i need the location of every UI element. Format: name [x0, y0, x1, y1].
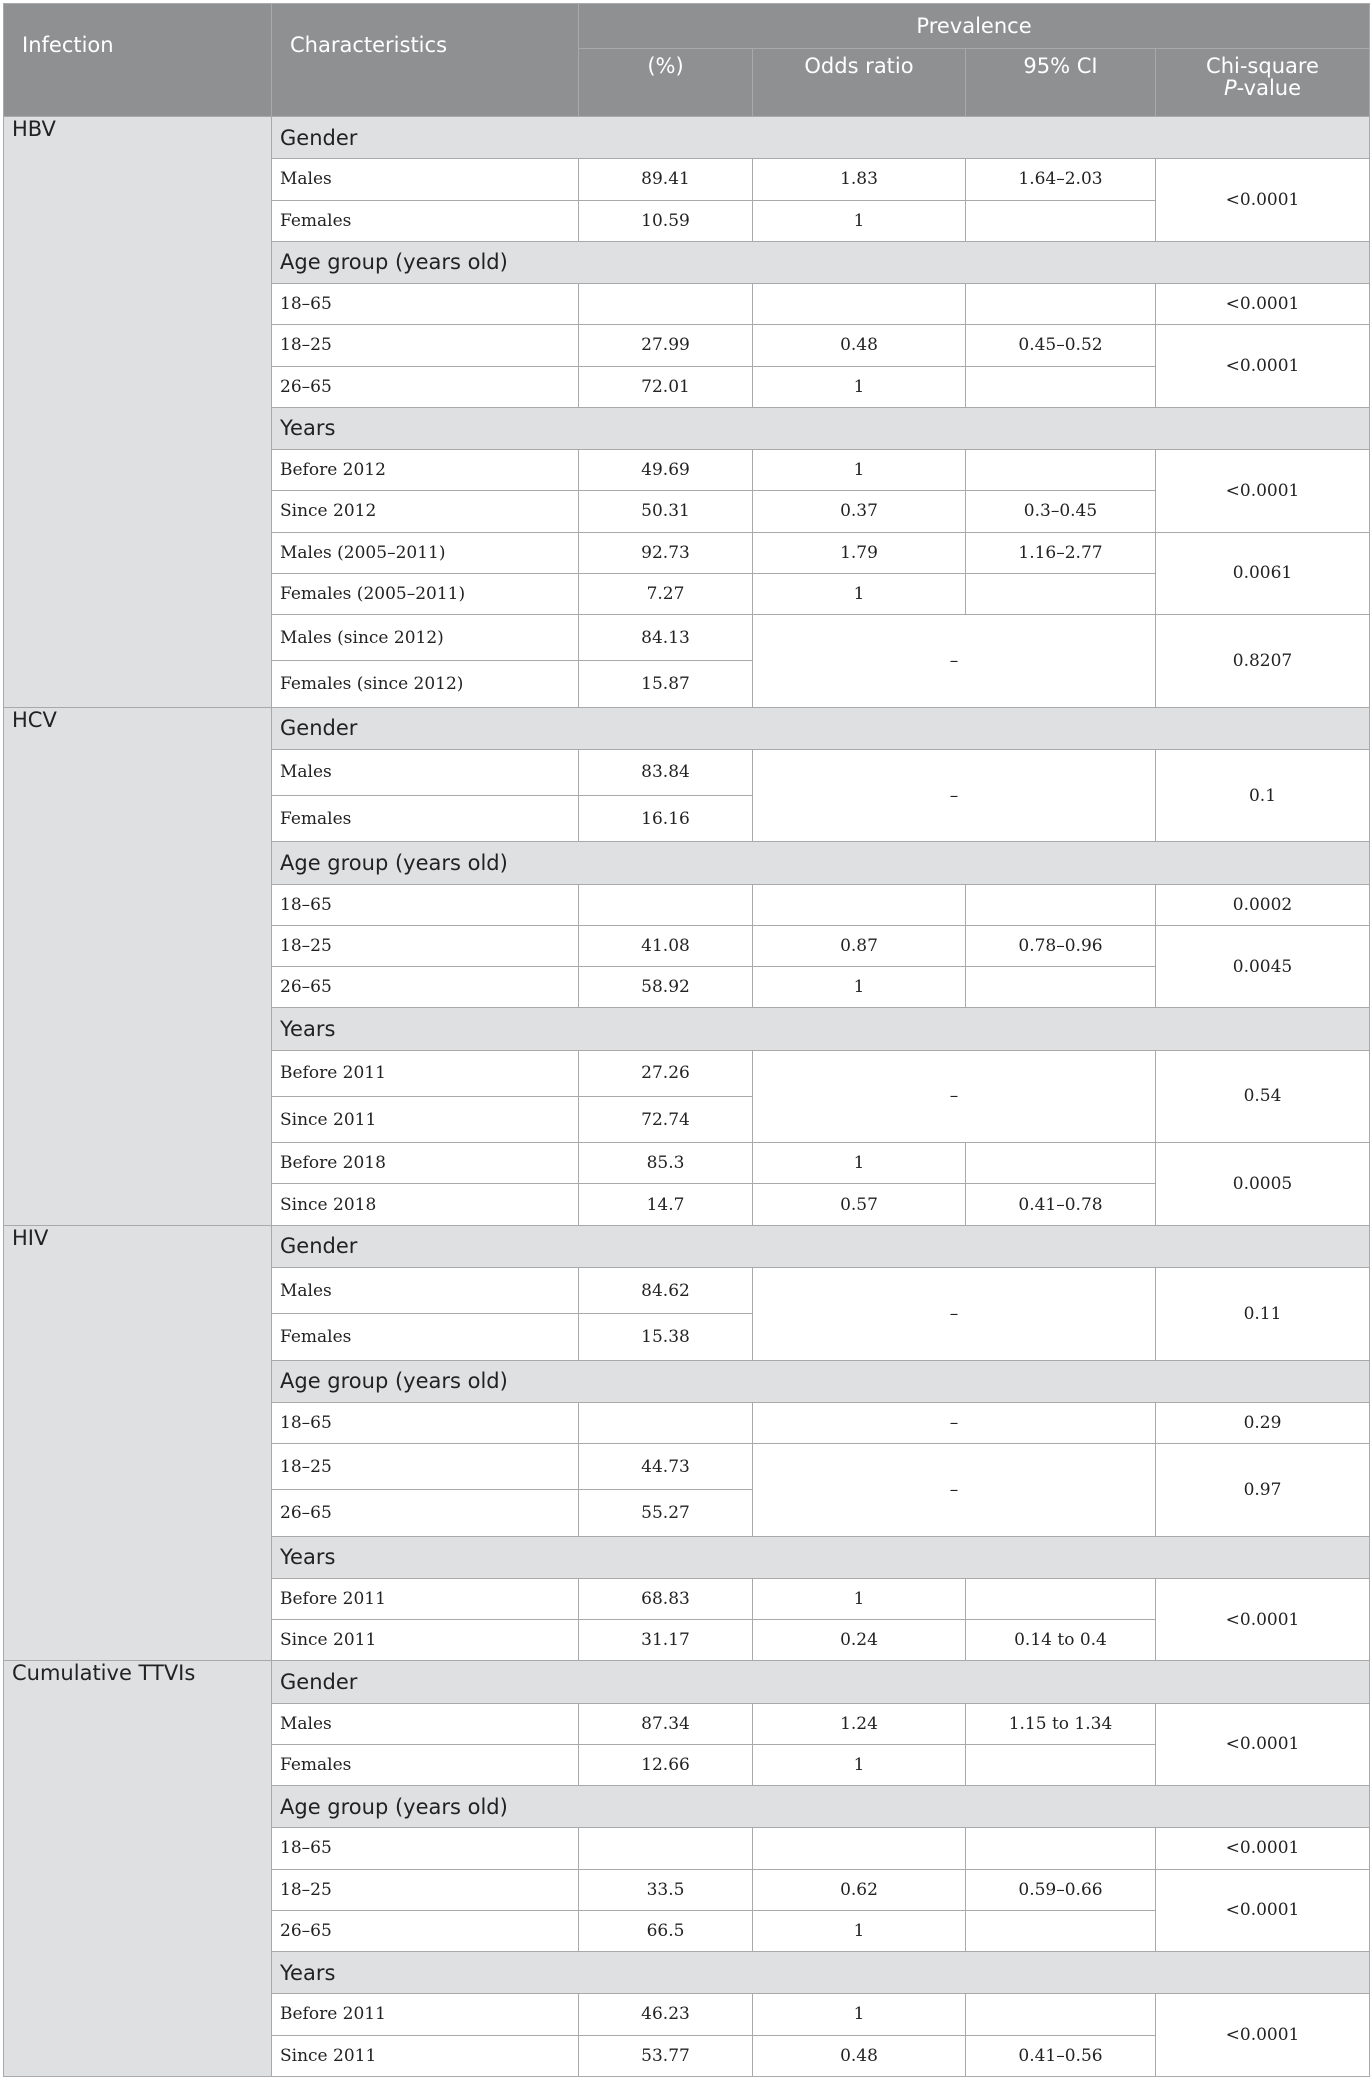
characteristic-label: Since 2018 [272, 1184, 579, 1225]
section-title: Gender [272, 707, 1370, 749]
section-title: Gender [272, 117, 1370, 159]
header-odds-ratio: Odds ratio [753, 49, 966, 117]
odds-ratio-cell: 1 [753, 1910, 966, 1951]
dash-cell: – [753, 1050, 1156, 1143]
odds-ratio-cell: 0.37 [753, 491, 966, 532]
header-prevalence: Prevalence [579, 4, 1370, 49]
section-title: Years [272, 1536, 1370, 1578]
percent-cell: 68.83 [579, 1578, 753, 1619]
section-title: Age group (years old) [272, 1360, 1370, 1402]
odds-ratio-cell [753, 884, 966, 925]
percent-cell: 89.41 [579, 159, 753, 200]
p-value-cell: <0.0001 [1156, 284, 1370, 325]
percent-cell: 87.34 [579, 1703, 753, 1744]
odds-ratio-cell: 0.24 [753, 1620, 966, 1661]
dash-cell: – [753, 615, 1156, 708]
prevalence-table [3, 3, 1370, 2077]
section-row [4, 1661, 1370, 1703]
odds-ratio-cell: 0.87 [753, 925, 966, 966]
ci-cell [966, 284, 1156, 325]
percent-cell: 10.59 [579, 200, 753, 241]
characteristic-label: Since 2011 [272, 1096, 579, 1142]
odds-ratio-cell: 1 [753, 1143, 966, 1184]
characteristic-label: Before 2011 [272, 1578, 579, 1619]
characteristic-label: Since 2011 [272, 2035, 579, 2076]
p-value-cell: 0.0045 [1156, 925, 1370, 1008]
p-value-cell: 0.0061 [1156, 532, 1370, 615]
characteristic-label: 26–65 [272, 967, 579, 1008]
ci-cell: 0.3–0.45 [966, 491, 1156, 532]
characteristic-label: Males (2005–2011) [272, 532, 579, 573]
odds-ratio-cell: 1 [753, 967, 966, 1008]
percent-cell: 85.3 [579, 1143, 753, 1184]
p-value-cell: <0.0001 [1156, 325, 1370, 408]
characteristic-label: 18–25 [272, 925, 579, 966]
odds-ratio-cell: 1 [753, 450, 966, 491]
percent-cell: 50.31 [579, 491, 753, 532]
characteristic-label: Females (2005–2011) [272, 573, 579, 614]
percent-cell: 12.66 [579, 1744, 753, 1785]
section-title: Age group (years old) [272, 241, 1370, 283]
ci-cell: 0.14 to 0.4 [966, 1620, 1156, 1661]
ci-cell: 0.78–0.96 [966, 925, 1156, 966]
table-body [4, 117, 1370, 2077]
p-value-cell: 0.54 [1156, 1050, 1370, 1143]
ci-cell [966, 1994, 1156, 2035]
p-value-cell: 0.97 [1156, 1444, 1370, 1537]
ci-cell [966, 1578, 1156, 1619]
p-value-cell: <0.0001 [1156, 1703, 1370, 1786]
characteristic-label: 18–25 [272, 1444, 579, 1490]
odds-ratio-cell: 1 [753, 366, 966, 407]
characteristic-label: 18–65 [272, 1402, 579, 1443]
ci-cell: 0.45–0.52 [966, 325, 1156, 366]
percent-cell: 27.26 [579, 1050, 753, 1096]
odds-ratio-cell: 0.48 [753, 2035, 966, 2076]
characteristic-label: Males [272, 1703, 579, 1744]
ci-cell: 1.15 to 1.34 [966, 1703, 1156, 1744]
odds-ratio-cell: 1.79 [753, 532, 966, 573]
infection-name: HBV [4, 117, 272, 708]
characteristic-label: Females [272, 1314, 579, 1360]
ci-cell [966, 1910, 1156, 1951]
p-value-cell: <0.0001 [1156, 1578, 1370, 1661]
odds-ratio-cell: 1 [753, 1744, 966, 1785]
characteristic-label: Females [272, 796, 579, 842]
ci-cell [966, 1143, 1156, 1184]
ci-cell [966, 573, 1156, 614]
ci-cell: 0.59–0.66 [966, 1869, 1156, 1910]
percent-cell: 84.62 [579, 1267, 753, 1313]
ci-cell [966, 200, 1156, 241]
percent-cell [579, 284, 753, 325]
header-ci: 95% CI [966, 49, 1156, 117]
p-value-cell: 0.8207 [1156, 615, 1370, 708]
p-value-cell: 0.11 [1156, 1267, 1370, 1360]
section-row [4, 117, 1370, 159]
characteristic-label: Before 2018 [272, 1143, 579, 1184]
percent-cell: 58.92 [579, 967, 753, 1008]
ci-cell [966, 1744, 1156, 1785]
percent-cell: 72.74 [579, 1096, 753, 1142]
p-value-cell: <0.0001 [1156, 159, 1370, 242]
ci-cell [966, 967, 1156, 1008]
header-chi-square-label: Chi-square [1206, 54, 1319, 78]
characteristic-label: Before 2011 [272, 1050, 579, 1096]
percent-cell: 41.08 [579, 925, 753, 966]
ci-cell: 0.41–0.78 [966, 1184, 1156, 1225]
p-value-cell: 0.1 [1156, 749, 1370, 842]
percent-cell: 49.69 [579, 450, 753, 491]
section-title: Years [272, 407, 1370, 449]
percent-cell: 33.5 [579, 1869, 753, 1910]
odds-ratio-cell: 1 [753, 1994, 966, 2035]
p-value-cell: <0.0001 [1156, 450, 1370, 533]
odds-ratio-cell [753, 1828, 966, 1869]
characteristic-label: 18–65 [272, 1828, 579, 1869]
characteristic-label: Males (since 2012) [272, 615, 579, 661]
characteristic-label: 26–65 [272, 1910, 579, 1951]
dash-cell: – [753, 1267, 1156, 1360]
percent-cell: 83.84 [579, 749, 753, 795]
dash-cell: – [753, 1402, 1156, 1443]
infection-name: Cumulative TTVIs [4, 1661, 272, 2077]
section-title: Age group (years old) [272, 842, 1370, 884]
p-value-cell: 0.0002 [1156, 884, 1370, 925]
percent-cell: 92.73 [579, 532, 753, 573]
odds-ratio-cell: 1 [753, 573, 966, 614]
characteristic-label: Females [272, 1744, 579, 1785]
ci-cell: 1.16–2.77 [966, 532, 1156, 573]
characteristic-label: 18–65 [272, 884, 579, 925]
characteristic-label: Females (since 2012) [272, 661, 579, 707]
percent-cell: 44.73 [579, 1444, 753, 1490]
p-value-cell: 0.29 [1156, 1402, 1370, 1443]
section-row [4, 1225, 1370, 1267]
percent-cell: 15.38 [579, 1314, 753, 1360]
section-title: Years [272, 1008, 1370, 1050]
header-p-italic: P [1223, 76, 1237, 101]
characteristic-label: Since 2012 [272, 491, 579, 532]
characteristic-label: 18–25 [272, 325, 579, 366]
dash-cell: – [753, 749, 1156, 842]
characteristic-label: 26–65 [272, 1490, 579, 1536]
characteristic-label: Females [272, 200, 579, 241]
percent-cell: 84.13 [579, 615, 753, 661]
section-title: Gender [272, 1661, 1370, 1703]
percent-cell: 72.01 [579, 366, 753, 407]
percent-cell [579, 884, 753, 925]
characteristic-label: Before 2011 [272, 1994, 579, 2035]
characteristic-label: Males [272, 159, 579, 200]
p-value-cell: <0.0001 [1156, 1828, 1370, 1869]
characteristic-label: 18–65 [272, 284, 579, 325]
characteristic-label: Males [272, 749, 579, 795]
percent-cell: 46.23 [579, 1994, 753, 2035]
ci-cell: 1.64–2.03 [966, 159, 1156, 200]
characteristic-label: Since 2011 [272, 1620, 579, 1661]
ci-cell [966, 884, 1156, 925]
section-title: Years [272, 1952, 1370, 1994]
ci-cell [966, 366, 1156, 407]
header-p-value-suffix: -value [1236, 76, 1302, 101]
ci-cell [966, 1828, 1156, 1869]
section-title: Age group (years old) [272, 1786, 1370, 1828]
percent-cell: 53.77 [579, 2035, 753, 2076]
percent-cell: 7.27 [579, 573, 753, 614]
section-row [4, 707, 1370, 749]
percent-cell: 31.17 [579, 1620, 753, 1661]
odds-ratio-cell: 1 [753, 1578, 966, 1619]
percent-cell [579, 1828, 753, 1869]
infection-name: HCV [4, 707, 272, 1225]
odds-ratio-cell: 0.48 [753, 325, 966, 366]
characteristic-label: 18–25 [272, 1869, 579, 1910]
percent-cell: 66.5 [579, 1910, 753, 1951]
odds-ratio-cell: 0.57 [753, 1184, 966, 1225]
header-characteristics: Characteristics [272, 4, 579, 117]
header-chi-square [1156, 49, 1370, 117]
characteristic-label: Before 2012 [272, 450, 579, 491]
odds-ratio-cell [753, 284, 966, 325]
characteristic-label: 26–65 [272, 366, 579, 407]
dash-cell: – [753, 1444, 1156, 1537]
percent-cell: 14.7 [579, 1184, 753, 1225]
ci-cell: 0.41–0.56 [966, 2035, 1156, 2076]
p-value-cell: 0.0005 [1156, 1143, 1370, 1226]
infection-name: HIV [4, 1225, 272, 1661]
p-value-cell: <0.0001 [1156, 1869, 1370, 1952]
characteristic-label: Males [272, 1267, 579, 1313]
percent-cell: 27.99 [579, 325, 753, 366]
percent-cell: 16.16 [579, 796, 753, 842]
odds-ratio-cell: 1.24 [753, 1703, 966, 1744]
section-title: Gender [272, 1225, 1370, 1267]
p-value-cell: <0.0001 [1156, 1994, 1370, 2077]
percent-cell: 15.87 [579, 661, 753, 707]
header-infection: Infection [4, 4, 272, 117]
percent-cell: 55.27 [579, 1490, 753, 1536]
percent-cell [579, 1402, 753, 1443]
header-percent: (%) [579, 49, 753, 117]
ci-cell [966, 450, 1156, 491]
odds-ratio-cell: 1.83 [753, 159, 966, 200]
odds-ratio-cell: 1 [753, 200, 966, 241]
odds-ratio-cell: 0.62 [753, 1869, 966, 1910]
